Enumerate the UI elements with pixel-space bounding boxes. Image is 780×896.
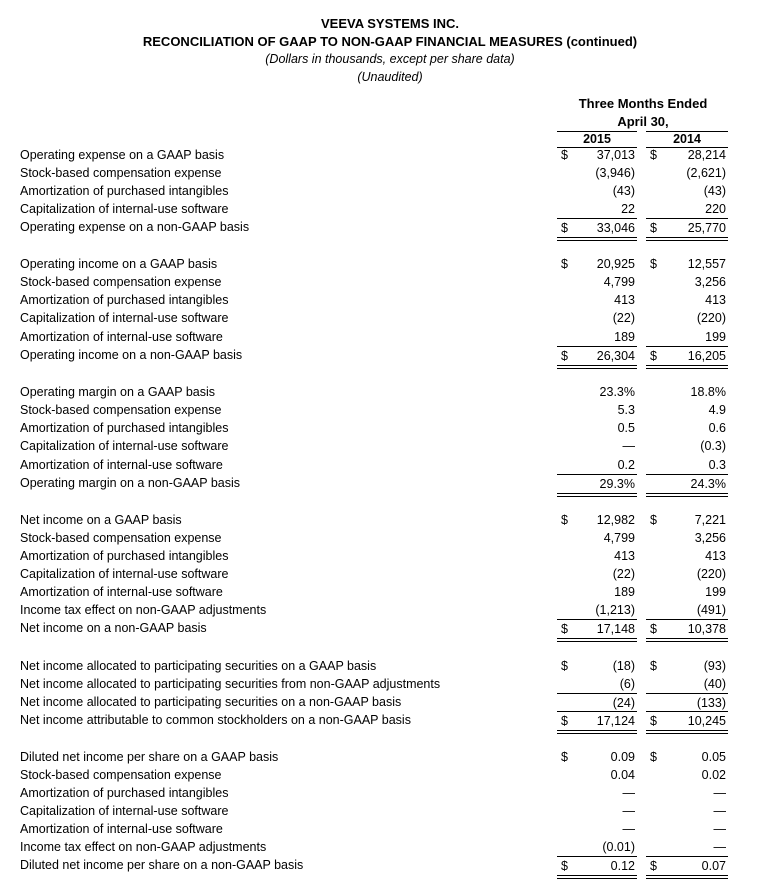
currency-symbol: $ [561,221,568,235]
amount: — [713,840,726,854]
amount: — [713,822,726,836]
row-label: Net income allocated to participating securities on a GAAP basis [20,659,377,673]
value-2015 [557,784,637,802]
row-label: Net income attributable to common stockholders on a non-GAAP basis [20,713,411,727]
amount: 12,557 [687,257,726,271]
value-2015 [557,856,637,879]
period-header: Three Months Ended [578,96,708,111]
amount: 199 [705,585,726,599]
row-label: Amortization of internal-use software [20,585,223,599]
value-2014 [646,601,728,619]
amount: (43) [703,184,726,198]
amount: 413 [614,293,635,307]
table-row [0,309,780,327]
row-label: Stock-based compensation expense [20,531,222,545]
value-2015 [557,511,637,529]
currency-symbol: $ [561,513,568,527]
row-label: Operating margin on a non-GAAP basis [20,476,241,490]
value-2014 [646,856,728,879]
value-2014 [646,273,728,291]
value-2014 [646,802,728,820]
value-2015 [557,657,637,675]
amount: 0.05 [701,750,726,764]
table-row [0,766,780,784]
amount: (40) [703,677,726,691]
currency-symbol: $ [561,622,568,636]
amount: (220) [696,567,726,581]
amount: 0.09 [610,750,635,764]
value-2014 [646,820,728,838]
value-2015 [557,711,637,734]
value-2014 [646,200,728,218]
amount: 0.04 [610,768,635,782]
table-row [0,291,780,309]
currency-symbol: $ [650,622,657,636]
amount: 12,982 [596,513,635,527]
table-row [0,820,780,838]
value-2014 [646,255,728,273]
amount: 22 [621,202,635,216]
currency-symbol: $ [650,714,657,728]
row-label: Diluted net income per share on a non-GAAP basis [20,858,304,872]
amount: 0.07 [701,859,726,873]
value-2015 [557,218,637,241]
amount: 25,770 [687,221,726,235]
amount: 7,221 [694,513,726,527]
value-2014 [646,164,728,182]
amount: (133) [696,696,726,710]
value-2015 [557,693,637,712]
table-row [0,547,780,565]
table-row [0,437,780,455]
amount: 17,148 [596,622,635,636]
amount: 0.02 [701,768,726,782]
table-row [0,529,780,547]
table-row [0,182,780,200]
table-row [0,255,780,273]
row-label: Amortization of internal-use software [20,330,223,344]
amount: 4,799 [603,275,635,289]
value-2015 [557,255,637,273]
row-label: Operating income on a GAAP basis [20,257,218,271]
table-row [0,273,780,291]
value-2015 [557,309,637,327]
amount: 28,214 [687,148,726,162]
value-2015 [557,838,637,856]
amount: 413 [705,293,726,307]
value-2015 [557,802,637,820]
value-2015 [557,164,637,182]
value-2015 [557,273,637,291]
amount: (491) [696,603,726,617]
amount: 10,245 [687,714,726,728]
amount: 18.8% [690,385,726,399]
row-label: Amortization of internal-use software [20,822,223,836]
value-2015 [557,547,637,565]
amount: — [713,786,726,800]
value-2015 [557,200,637,218]
currency-symbol: $ [561,148,568,162]
value-2014 [646,565,728,583]
amount: 17,124 [596,714,635,728]
amount: 413 [614,549,635,563]
amount: — [622,822,635,836]
amount: 37,013 [596,148,635,162]
row-label: Amortization of purchased intangibles [20,421,229,435]
row-label: Net income allocated to participating securities from non-GAAP adjustments [20,677,441,691]
row-label: Operating income on a non-GAAP basis [20,348,243,362]
currency-symbol: $ [561,257,568,271]
table-row [0,146,780,164]
amount: 10,378 [687,622,726,636]
value-2015 [557,328,637,346]
table-row [0,346,780,364]
value-2014 [646,218,728,241]
value-2015 [557,766,637,784]
amount: — [622,786,635,800]
amount: 26,304 [596,349,635,363]
value-2014 [646,748,728,766]
row-label: Stock-based compensation expense [20,166,222,180]
currency-symbol: $ [650,859,657,873]
value-2015 [557,383,637,401]
row-label: Amortization of purchased intangibles [20,786,229,800]
table-row [0,583,780,601]
table-row [0,401,780,419]
table-row [0,601,780,619]
currency-symbol: $ [650,148,657,162]
amount: 4,799 [603,531,635,545]
company-name: VEEVA SYSTEMS INC. [321,16,459,31]
amount: 16,205 [687,349,726,363]
value-2015 [557,182,637,200]
row-label: Net income on a non-GAAP basis [20,621,207,635]
row-label: Income tax effect on non-GAAP adjustments [20,840,267,854]
row-label: Capitalization of internal-use software [20,804,229,818]
table-row [0,784,780,802]
value-2014 [646,511,728,529]
amount: 33,046 [596,221,635,235]
amount: (1,213) [595,603,635,617]
row-label: Capitalization of internal-use software [20,567,229,581]
amount: 220 [705,202,726,216]
amount: (2,621) [686,166,726,180]
value-2014 [646,474,728,497]
amount: 4.9 [708,403,726,417]
period-date-header: April 30, [617,114,669,129]
currency-symbol: $ [561,349,568,363]
value-2015 [557,291,637,309]
amount: (18) [612,659,635,673]
year-header-2015: 2015 [557,131,637,148]
report-title: RECONCILIATION OF GAAP TO NON-GAAP FINANCIAL MEASURES (continued) [142,34,638,49]
amount: (22) [612,311,635,325]
value-2014 [646,529,728,547]
value-2015 [557,456,637,474]
value-2014 [646,401,728,419]
value-2014 [646,456,728,474]
value-2014 [646,711,728,734]
amount: — [622,804,635,818]
amount: 0.12 [610,859,635,873]
table-row [0,419,780,437]
value-2014 [646,146,728,164]
row-label: Net income on a GAAP basis [20,513,182,527]
amount: 189 [614,585,635,599]
table-row [0,802,780,820]
amount: — [622,439,635,453]
row-label: Operating expense on a GAAP basis [20,148,225,162]
table-row [0,711,780,729]
value-2015 [557,820,637,838]
row-label: Amortization of purchased intangibles [20,293,229,307]
currency-symbol: $ [650,659,657,673]
currency-symbol: $ [561,750,568,764]
value-2015 [557,346,637,369]
value-2015 [557,565,637,583]
value-2014 [646,784,728,802]
table-row [0,675,780,693]
value-2014 [646,838,728,856]
row-label: Amortization of purchased intangibles [20,549,229,563]
row-label: Net income allocated to participating securities on a non-GAAP basis [20,695,402,709]
value-2014 [646,346,728,369]
table-row [0,619,780,637]
amount: (3,946) [595,166,635,180]
amount: 3,256 [694,531,726,545]
value-2014 [646,657,728,675]
row-label: Diluted net income per share on a GAAP basis [20,750,279,764]
value-2014 [646,182,728,200]
amount: (43) [612,184,635,198]
amount: 29.3% [599,477,635,491]
table-row [0,511,780,529]
table-row [0,693,780,711]
amount: (93) [703,659,726,673]
value-2015 [557,146,637,164]
amount: 3,256 [694,275,726,289]
amount: (0.01) [602,840,635,854]
year-header-2014: 2014 [646,131,728,148]
value-2015 [557,474,637,497]
row-label: Amortization of purchased intangibles [20,184,229,198]
value-2014 [646,766,728,784]
value-2015 [557,601,637,619]
value-2015 [557,419,637,437]
value-2015 [557,619,637,642]
row-label: Capitalization of internal-use software [20,439,229,453]
table-row [0,657,780,675]
amount: 413 [705,549,726,563]
row-label: Stock-based compensation expense [20,403,222,417]
value-2014 [646,309,728,327]
table-row [0,164,780,182]
value-2015 [557,583,637,601]
amount: 0.2 [617,458,635,472]
amount: 5.3 [617,403,635,417]
value-2015 [557,529,637,547]
row-label: Capitalization of internal-use software [20,311,229,325]
currency-symbol: $ [650,349,657,363]
value-2015 [557,748,637,766]
currency-symbol: $ [650,750,657,764]
amount: (220) [696,311,726,325]
table-row [0,328,780,346]
amount: 189 [614,330,635,344]
table-row [0,565,780,583]
audit-note: (Unaudited) [357,70,423,84]
table-row [0,748,780,766]
value-2014 [646,291,728,309]
table-row [0,474,780,492]
row-label: Amortization of internal-use software [20,458,223,472]
value-2015 [557,437,637,455]
value-2014 [646,437,728,455]
currency-symbol: $ [561,859,568,873]
currency-symbol: $ [561,659,568,673]
currency-symbol: $ [650,221,657,235]
value-2015 [557,401,637,419]
row-label: Stock-based compensation expense [20,275,222,289]
row-label: Capitalization of internal-use software [20,202,229,216]
row-label: Income tax effect on non-GAAP adjustments [20,603,267,617]
value-2014 [646,675,728,693]
currency-symbol: $ [561,714,568,728]
currency-symbol: $ [650,257,657,271]
table-row [0,200,780,218]
table-row [0,856,780,874]
amount: 23.3% [599,385,635,399]
amount: — [713,804,726,818]
table-row [0,383,780,401]
amount: 0.6 [708,421,726,435]
amount: (0.3) [700,439,726,453]
value-2014 [646,583,728,601]
amount: 24.3% [690,477,726,491]
amount: 0.3 [708,458,726,472]
value-2015 [557,675,637,693]
value-2014 [646,693,728,712]
amount: (24) [612,696,635,710]
value-2014 [646,383,728,401]
value-2014 [646,547,728,565]
value-2014 [646,419,728,437]
row-label: Operating expense on a non-GAAP basis [20,220,250,234]
units-note: (Dollars in thousands, except per share data) [265,52,515,66]
row-label: Operating margin on a GAAP basis [20,385,216,399]
amount: (6) [619,677,635,691]
table-row [0,218,780,236]
currency-symbol: $ [650,513,657,527]
value-2014 [646,328,728,346]
amount: (22) [612,567,635,581]
amount: 0.5 [617,421,635,435]
amount: 199 [705,330,726,344]
table-row [0,456,780,474]
table-row [0,838,780,856]
row-label: Stock-based compensation expense [20,768,222,782]
value-2014 [646,619,728,642]
amount: 20,925 [596,257,635,271]
